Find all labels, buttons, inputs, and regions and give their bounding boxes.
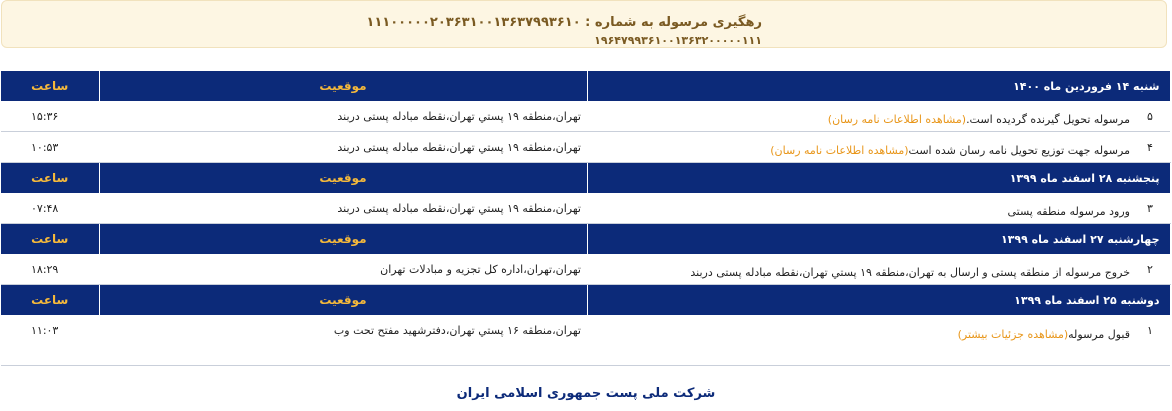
event-time: ۱۸:۲۹ <box>31 263 59 276</box>
event-time: ۱۰:۵۳ <box>31 141 59 154</box>
location-column-header: موقعیت <box>99 224 587 255</box>
date-label: پنجشنبه ۲۸ اسفند ماه ۱۳۹۹ <box>587 163 1170 194</box>
event-row <box>1 101 1170 132</box>
location-column-header: موقعیت <box>99 163 587 194</box>
time-column-header: ساعت <box>1 163 99 194</box>
date-header-row <box>1 224 1170 255</box>
time-column-header: ساعت <box>1 224 99 255</box>
event-row <box>1 132 1170 163</box>
footer-company-name: شرکت ملی پست جمهوری اسلامی ایران <box>456 386 716 401</box>
details-link[interactable]: (مشاهده اطلاعات نامه رسان) <box>770 144 909 157</box>
event-number: ۵ <box>1147 110 1153 123</box>
event-description: قبول مرسوله <box>1068 328 1130 341</box>
event-location: تهران،منطقه ۱۹ پستي تهران،نقطه مبادله پستی دربند <box>337 141 581 154</box>
event-number: ۱ <box>1147 324 1153 337</box>
tracking-banner <box>1 0 1167 48</box>
event-description: خروج مرسوله از منطقه پستی و ارسال به تهران،منطقه ۱۹ پستي تهران،نقطه مبادله پستی دربند <box>690 266 1130 279</box>
event-location: تهران،منطقه ۱۹ پستي تهران،نقطه مبادله پستی دربند <box>337 110 581 123</box>
location-column-header: موقعیت <box>99 71 587 101</box>
details-link[interactable]: (مشاهده اطلاعات نامه رسان) <box>827 113 967 126</box>
location-column-header: موقعیت <box>99 285 587 316</box>
time-column-header: ساعت <box>1 71 99 101</box>
date-header-row <box>1 71 1170 101</box>
event-number: ۲ <box>1147 263 1153 276</box>
tracking-title: رهگیری مرسوله به شماره : ۱۱۱۰۰۰۰۰۲۰۳۶۳۱۰۰۱۳۶۳۷۹۹۳۶۱۰ <box>366 15 762 30</box>
event-number: ۳ <box>1147 202 1153 215</box>
event-time: ۰۷:۴۸ <box>31 202 59 215</box>
event-location: تهران،منطقه ۱۹ پستي تهران،نقطه مبادله پستی دربند <box>337 202 581 215</box>
tracking-table <box>1 71 1171 366</box>
event-description: مرسوله جهت توزیع تحویل نامه رسان شده است <box>908 144 1130 157</box>
date-label: دوشنبه ۲۵ اسفند ماه ۱۳۹۹ <box>587 285 1170 316</box>
event-time: ۱۵:۳۶ <box>31 110 59 123</box>
details-link[interactable]: (مشاهده جزئیات بیشتر) <box>957 328 1069 341</box>
event-row <box>1 315 1170 366</box>
event-description: مرسوله تحویل گیرنده گردیده است. <box>966 113 1130 126</box>
date-header-row <box>1 285 1170 316</box>
event-time: ۱۱:۰۳ <box>31 324 59 337</box>
date-header-row <box>1 163 1170 194</box>
event-location: تهران،منطقه ۱۶ پستي تهران،دفترشهید مفتح تحت وب <box>333 324 581 337</box>
date-label: چهارشنبه ۲۷ اسفند ماه ۱۳۹۹ <box>587 224 1170 255</box>
event-number: ۴ <box>1147 141 1153 154</box>
event-row <box>1 254 1170 285</box>
event-location: تهران،تهران،اداره کل تجزیه و مبادلات تهران <box>380 263 581 276</box>
date-label: شنبه ۱۴ فروردین ماه ۱۴۰۰ <box>587 71 1170 101</box>
event-description: ورود مرسوله منطقه پستی <box>1007 205 1130 218</box>
tracking-number: ۱۹۶۴۷۹۹۳۶۱۰۰۱۳۶۳۲۰۰۰۰۰۱۱۱ <box>594 34 762 47</box>
event-row <box>1 193 1170 224</box>
time-column-header: ساعت <box>1 285 99 316</box>
